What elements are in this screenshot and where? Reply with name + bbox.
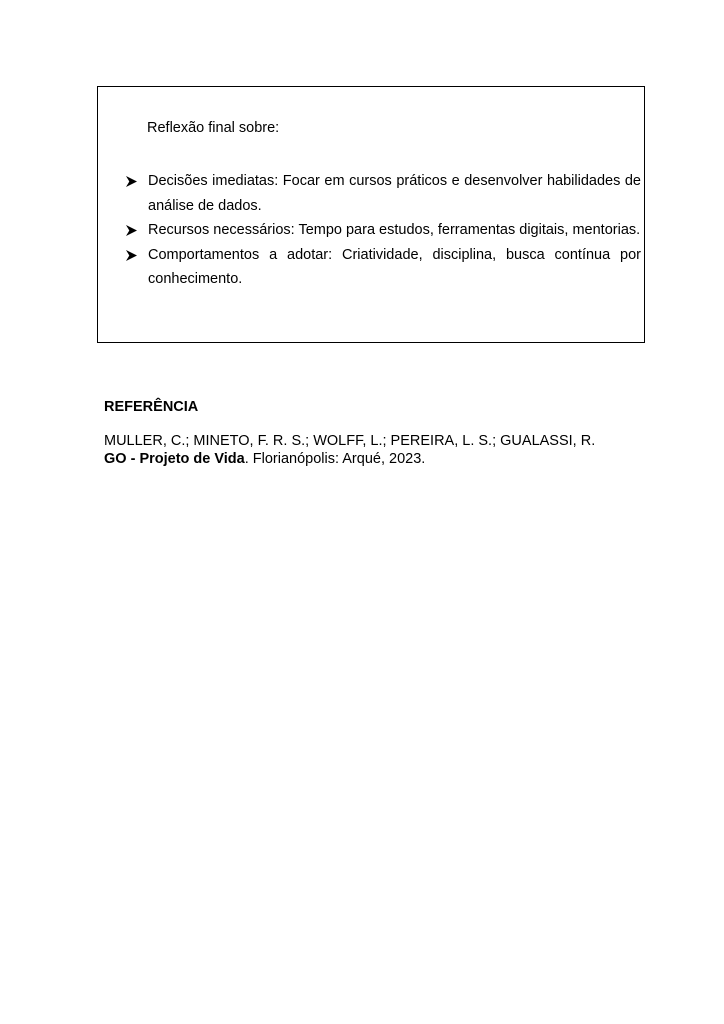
reflection-box xyxy=(97,86,645,343)
list-item-text: Decisões imediatas: Focar em cursos práticos e desenvolver habilidades de análise de dados. xyxy=(148,173,641,214)
reference-citation xyxy=(104,432,664,468)
list-item xyxy=(125,218,641,243)
reference-publication: . Florianópolis: Arqué, 2023. xyxy=(244,451,426,467)
reflection-list xyxy=(125,169,641,292)
list-item xyxy=(125,169,641,218)
arrowhead-bullet-icon xyxy=(125,243,139,267)
arrowhead-bullet-icon xyxy=(125,169,139,193)
arrowhead-bullet-icon xyxy=(125,218,139,242)
list-item-text: Comportamentos a adotar: Criatividade, disciplina, busca contínua por conhecimento. xyxy=(148,246,641,287)
reflection-heading: Reflexão final sobre: xyxy=(147,120,280,136)
reference-authors: MULLER, C.; MINETO, F. R. S.; WOLFF, L.; PEREIRA, L. S.; GUALASSI, R. xyxy=(104,433,596,449)
reference-title-line xyxy=(104,450,664,468)
list-item xyxy=(125,243,641,292)
reference-title: GO - Projeto de Vida xyxy=(104,451,245,467)
reference-heading: REFERÊNCIA xyxy=(104,399,199,415)
list-item-text: Recursos necessários: Tempo para estudos, ferramentas digitais, mentorias. xyxy=(148,222,641,238)
